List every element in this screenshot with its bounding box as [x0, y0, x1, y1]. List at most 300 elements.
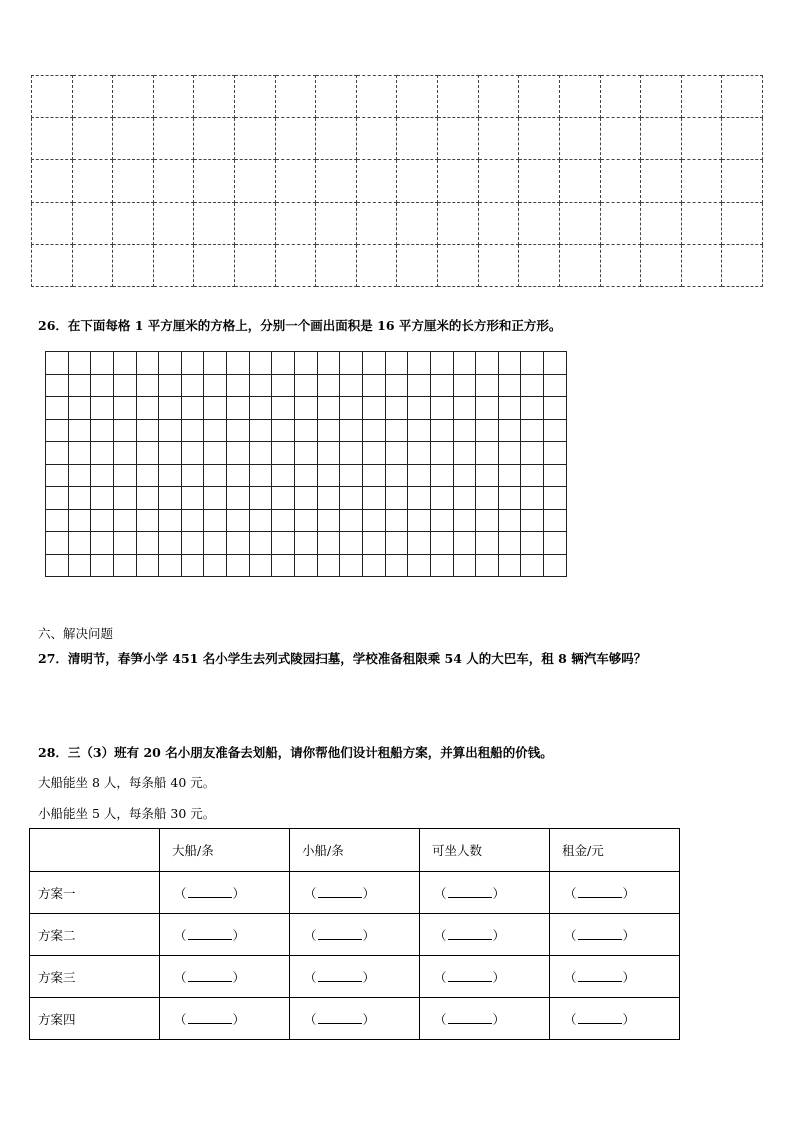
square-grid-cell: [159, 419, 182, 442]
paren-close: ）: [232, 885, 246, 901]
square-grid-cell: [521, 532, 544, 555]
answer-blank[interactable]: [318, 929, 362, 940]
dashed-grid-cell: [194, 202, 235, 244]
square-grid-cell: [227, 397, 250, 420]
square-grid-cell: [408, 487, 431, 510]
dashed-grid-cell: [275, 118, 316, 160]
answer-cell[interactable]: [420, 956, 550, 998]
question-27: 27．清明节，春笋小学 451 名小学生去列式陵园扫墓，学校准备租限乘 54 人的大巴车，租 8 辆汽车够吗？: [38, 651, 647, 666]
paren-open: （: [304, 885, 317, 901]
square-grid-cell: [498, 509, 521, 532]
answer-cell[interactable]: [550, 914, 680, 956]
answer-cell[interactable]: [290, 998, 420, 1040]
square-grid-row: [46, 374, 567, 397]
square-grid-cell: [295, 509, 318, 532]
square-grid-cell: [340, 397, 363, 420]
answer-blank[interactable]: [448, 887, 492, 898]
square-grid-cell: [521, 487, 544, 510]
square-grid-cell: [113, 487, 136, 510]
question-28: 28．三（3）班有 20 名小朋友准备去划船，请你帮他们设计租船方案，并算出租船的价钱。: [38, 745, 553, 760]
square-grid-cell: [249, 464, 272, 487]
square-grid-cell: [113, 419, 136, 442]
square-grid-cell: [204, 509, 227, 532]
square-grid-cell: [317, 509, 340, 532]
square-grid-cell: [362, 532, 385, 555]
square-grid-cell: [521, 554, 544, 577]
answer-cell[interactable]: [550, 998, 680, 1040]
square-grid-cell: [476, 487, 499, 510]
square-grid-cell: [453, 532, 476, 555]
square-grid-cell: [159, 397, 182, 420]
square-grid-cell: [295, 442, 318, 465]
square-grid-cell: [68, 532, 91, 555]
dashed-grid-cell: [600, 118, 641, 160]
square-grid-row: [46, 352, 567, 375]
square-grid-cell: [476, 352, 499, 375]
square-grid-cell: [544, 397, 567, 420]
dashed-grid-cell: [32, 160, 73, 202]
square-grid-cell: [317, 532, 340, 555]
dashed-grid-cell: [72, 76, 113, 118]
square-grid-cell: [68, 352, 91, 375]
answer-blank[interactable]: [448, 929, 492, 940]
square-grid-cell: [340, 532, 363, 555]
square-grid-cell: [181, 442, 204, 465]
square-grid-cell: [544, 352, 567, 375]
plan-row-label: 方案四: [30, 998, 160, 1040]
square-grid-cell: [430, 509, 453, 532]
square-grid-cell: [385, 442, 408, 465]
dashed-grid-cell: [438, 160, 479, 202]
answer-cell[interactable]: [160, 998, 290, 1040]
square-grid-cell: [408, 352, 431, 375]
answer-blank[interactable]: [188, 971, 232, 982]
square-grid-cell: [249, 509, 272, 532]
square-grid-cell: [249, 532, 272, 555]
table-row: [30, 998, 680, 1040]
square-grid-cell: [317, 464, 340, 487]
square-grid-cell: [227, 419, 250, 442]
square-grid-cell: [46, 532, 69, 555]
dashed-grid-cell: [478, 244, 519, 286]
paren-open: （: [304, 1011, 317, 1027]
square-grid-cell: [159, 464, 182, 487]
dashed-grid-cell: [519, 160, 560, 202]
question-26: 26．在下面每格 1 平方厘米的方格上，分别一个画出面积是 16 平方厘米的长方形和正方形。: [38, 318, 562, 333]
paren-open: （: [174, 927, 187, 943]
square-grid-cell: [113, 374, 136, 397]
answer-blank[interactable]: [318, 1013, 362, 1024]
square-grid-row: [46, 532, 567, 555]
square-grid-cell: [544, 374, 567, 397]
dashed-grid-cell: [194, 244, 235, 286]
answer-blank[interactable]: [448, 971, 492, 982]
square-grid-cell: [453, 509, 476, 532]
square-grid-cell: [249, 397, 272, 420]
dashed-grid-cell: [478, 202, 519, 244]
answer-cell[interactable]: [290, 872, 420, 914]
dashed-grid-cell: [397, 160, 438, 202]
dashed-grid-cell: [153, 160, 194, 202]
square-grid-cell: [408, 554, 431, 577]
answer-blank[interactable]: [448, 1013, 492, 1024]
square-grid-cell: [498, 352, 521, 375]
dashed-grid-cell: [194, 76, 235, 118]
square-grid-cell: [295, 464, 318, 487]
square-grid-cell: [476, 554, 499, 577]
dashed-grid-cell: [478, 76, 519, 118]
square-grid-cell: [249, 554, 272, 577]
square-grid-cell: [46, 554, 69, 577]
dashed-grid-cell: [113, 118, 154, 160]
table-row: [30, 956, 680, 998]
square-grid-cell: [453, 374, 476, 397]
square-grid-cell: [317, 374, 340, 397]
square-grid-cell: [408, 397, 431, 420]
square-grid-cell: [91, 374, 114, 397]
square-grid-cell: [453, 352, 476, 375]
square-grid-cell: [453, 554, 476, 577]
square-grid-cell: [430, 352, 453, 375]
dashed-grid-cell: [275, 244, 316, 286]
paren-close: ）: [622, 927, 636, 943]
dashed-grid-cell: [32, 76, 73, 118]
square-grid-cell: [46, 464, 69, 487]
dashed-grid-cell: [316, 202, 357, 244]
square-grid-cell: [227, 352, 250, 375]
square-grid-cell: [113, 397, 136, 420]
square-grid-row: [46, 487, 567, 510]
table-header-seats: 可坐人数: [420, 829, 550, 872]
dashed-grid-cell: [681, 202, 722, 244]
dashed-grid-cell: [722, 76, 763, 118]
plan-row-label: 方案三: [30, 956, 160, 998]
dashed-grid-cell: [356, 76, 397, 118]
square-grid-cell: [385, 397, 408, 420]
square-grid-cell: [181, 554, 204, 577]
dashed-grid-cell: [478, 160, 519, 202]
square-grid-cell: [136, 509, 159, 532]
square-grid-cell: [204, 532, 227, 555]
square-grid-cell: [68, 419, 91, 442]
square-grid-cell: [159, 442, 182, 465]
dashed-grid-cell: [600, 202, 641, 244]
answer-blank[interactable]: [578, 887, 622, 898]
answer-cell[interactable]: [290, 914, 420, 956]
dashed-grid-cell: [519, 76, 560, 118]
answer-blank[interactable]: [188, 929, 232, 940]
answer-cell[interactable]: [290, 956, 420, 998]
answer-cell[interactable]: [160, 914, 290, 956]
square-grid-cell: [181, 419, 204, 442]
big-boat-info: 大船能坐 8 人，每条船 40 元。: [38, 775, 216, 790]
paren-close: ）: [622, 1011, 636, 1027]
paren-open: （: [434, 1011, 447, 1027]
square-grid-cell: [498, 464, 521, 487]
square-grid-cell: [453, 419, 476, 442]
dashed-grid-cell: [235, 76, 276, 118]
square-grid-cell: [408, 374, 431, 397]
square-grid-cell: [521, 352, 544, 375]
square-grid-cell: [453, 397, 476, 420]
dashed-grid-cell: [641, 118, 682, 160]
answer-blank[interactable]: [578, 1013, 622, 1024]
square-grid-cell: [204, 374, 227, 397]
square-grid-cell: [113, 554, 136, 577]
answer-cell[interactable]: [160, 872, 290, 914]
small-boat-info: 小船能坐 5 人，每条船 30 元。: [38, 806, 216, 821]
square-grid-cell: [385, 532, 408, 555]
square-grid-cell: [430, 374, 453, 397]
dashed-grid-cell: [641, 202, 682, 244]
paren-open: （: [304, 927, 317, 943]
square-grid-cell: [136, 352, 159, 375]
paren-open: （: [174, 969, 187, 985]
square-grid-cell: [453, 442, 476, 465]
dashed-grid-cell: [600, 76, 641, 118]
square-grid-cell: [249, 374, 272, 397]
answer-cell[interactable]: [550, 872, 680, 914]
dashed-grid-cell: [641, 76, 682, 118]
square-grid-cell: [340, 419, 363, 442]
square-grid-cell: [68, 442, 91, 465]
square-grid-cell: [340, 374, 363, 397]
dashed-grid-cell: [275, 202, 316, 244]
answer-blank[interactable]: [578, 971, 622, 982]
square-grid-cell: [408, 509, 431, 532]
table-header-small-boat: 小船/条: [290, 829, 420, 872]
square-grid-cell: [204, 397, 227, 420]
dashed-grid-cell: [438, 244, 479, 286]
dashed-grid-cell: [397, 118, 438, 160]
square-grid-cell: [68, 374, 91, 397]
square-grid-cell: [181, 374, 204, 397]
square-grid-cell: [340, 509, 363, 532]
square-grid-cell: [340, 442, 363, 465]
square-grid-cell: [272, 509, 295, 532]
square-grid-cell: [272, 419, 295, 442]
paren-open: （: [174, 885, 187, 901]
square-grid-cell: [113, 442, 136, 465]
square-grid-cell: [430, 487, 453, 510]
dashed-grid-cell: [681, 244, 722, 286]
dashed-grid-cell: [316, 244, 357, 286]
paren-close: ）: [492, 885, 506, 901]
square-grid-cell: [136, 419, 159, 442]
square-grid-cell: [544, 419, 567, 442]
square-grid-cell: [385, 419, 408, 442]
square-grid-cell: [544, 442, 567, 465]
square-grid-cell: [272, 352, 295, 375]
square-grid-cell: [521, 509, 544, 532]
square-grid-cell: [136, 487, 159, 510]
square-grid-cell: [272, 397, 295, 420]
dashed-grid-cell: [235, 118, 276, 160]
dashed-grid-cell: [722, 202, 763, 244]
square-grid-cell: [476, 442, 499, 465]
square-grid-cell: [204, 419, 227, 442]
paren-open: （: [564, 927, 577, 943]
square-grid-cell: [91, 554, 114, 577]
dashed-grid-cell: [275, 160, 316, 202]
dashed-grid-cell: [397, 202, 438, 244]
paren-open: （: [174, 1011, 187, 1027]
paren-open: （: [564, 885, 577, 901]
dashed-grid-cell: [397, 76, 438, 118]
square-grid-cell: [408, 442, 431, 465]
square-grid-cell: [272, 464, 295, 487]
square-grid-cell: [136, 532, 159, 555]
square-grid-cell: [227, 487, 250, 510]
square-grid-cell: [295, 487, 318, 510]
square-grid-cell: [159, 509, 182, 532]
square-grid-cell: [68, 554, 91, 577]
square-grid-cell: [385, 487, 408, 510]
table-header-big-boat: 大船/条: [160, 829, 290, 872]
square-grid-cell: [476, 532, 499, 555]
square-grid-cell: [68, 487, 91, 510]
square-grid-cell: [317, 419, 340, 442]
square-grid-row: [46, 554, 567, 577]
paren-open: （: [564, 1011, 577, 1027]
answer-blank[interactable]: [578, 929, 622, 940]
square-grid-cell: [68, 464, 91, 487]
square-grid-row: [46, 442, 567, 465]
paren-close: ）: [492, 927, 506, 943]
dashed-grid-cell: [438, 118, 479, 160]
square-cm-grid: [45, 351, 567, 577]
answer-blank[interactable]: [188, 1013, 232, 1024]
paren-close: ）: [362, 885, 376, 901]
answer-cell[interactable]: [420, 872, 550, 914]
square-grid-cell: [136, 442, 159, 465]
dashed-grid-cell: [153, 202, 194, 244]
square-grid-cell: [113, 532, 136, 555]
square-grid-cell: [46, 352, 69, 375]
dashed-grid-cell: [32, 118, 73, 160]
dashed-grid-cell: [72, 118, 113, 160]
square-grid-cell: [181, 397, 204, 420]
square-grid-cell: [295, 532, 318, 555]
table-header-corner: [30, 829, 160, 872]
dashed-grid-cell: [275, 76, 316, 118]
square-grid-cell: [408, 532, 431, 555]
square-grid-cell: [430, 419, 453, 442]
square-grid-cell: [408, 464, 431, 487]
dashed-grid-row: [32, 118, 763, 160]
answer-cell[interactable]: [420, 914, 550, 956]
square-grid-cell: [113, 509, 136, 532]
square-grid-cell: [340, 464, 363, 487]
square-grid-cell: [113, 464, 136, 487]
dashed-grid-cell: [519, 244, 560, 286]
dashed-grid-cell: [316, 76, 357, 118]
table-row: [30, 872, 680, 914]
square-grid-cell: [159, 532, 182, 555]
answer-cell[interactable]: [160, 956, 290, 998]
square-grid-cell: [385, 352, 408, 375]
square-grid-cell: [295, 397, 318, 420]
square-grid-cell: [430, 554, 453, 577]
dashed-grid-cell: [681, 118, 722, 160]
square-grid-cell: [385, 464, 408, 487]
paren-close: ）: [232, 1011, 246, 1027]
section-heading: 六、解决问题: [38, 626, 114, 641]
square-grid-cell: [362, 509, 385, 532]
square-grid-cell: [91, 352, 114, 375]
square-grid-cell: [476, 419, 499, 442]
dashed-grid-cell: [113, 160, 154, 202]
dashed-grid-cell: [194, 160, 235, 202]
table-header-rent: 租金/元: [550, 829, 680, 872]
answer-blank[interactable]: [318, 887, 362, 898]
square-grid-cell: [317, 554, 340, 577]
dashed-grid-cell: [559, 202, 600, 244]
square-grid-cell: [295, 419, 318, 442]
square-grid-cell: [430, 464, 453, 487]
square-grid-cell: [430, 532, 453, 555]
square-grid-cell: [476, 374, 499, 397]
square-grid-cell: [204, 464, 227, 487]
dashed-grid-cell: [559, 244, 600, 286]
dashed-grid-cell: [397, 244, 438, 286]
square-grid-cell: [227, 442, 250, 465]
square-grid-cell: [453, 464, 476, 487]
square-grid-cell: [317, 397, 340, 420]
square-grid-cell: [544, 464, 567, 487]
dashed-grid-row: [32, 160, 763, 202]
dashed-grid-cell: [113, 244, 154, 286]
answer-cell[interactable]: [420, 998, 550, 1040]
dashed-grid-cell: [32, 202, 73, 244]
answer-blank[interactable]: [318, 971, 362, 982]
dashed-grid-cell: [316, 160, 357, 202]
square-grid-cell: [91, 397, 114, 420]
square-grid-cell: [91, 464, 114, 487]
dashed-grid-cell: [113, 202, 154, 244]
square-grid-cell: [544, 532, 567, 555]
square-grid-cell: [362, 374, 385, 397]
square-grid-cell: [340, 487, 363, 510]
dashed-grid-cell: [153, 76, 194, 118]
paren-close: ）: [362, 1011, 376, 1027]
paren-open: （: [434, 969, 447, 985]
square-grid-cell: [521, 464, 544, 487]
square-grid-cell: [295, 374, 318, 397]
dashed-grid-cell: [722, 118, 763, 160]
square-grid-cell: [476, 464, 499, 487]
square-grid-cell: [249, 487, 272, 510]
dashed-grid-cell: [641, 160, 682, 202]
answer-cell[interactable]: [550, 956, 680, 998]
square-grid-cell: [521, 442, 544, 465]
dashed-grid-cell: [559, 118, 600, 160]
dashed-grid-cell: [600, 160, 641, 202]
square-grid-cell: [430, 442, 453, 465]
square-grid-cell: [521, 374, 544, 397]
square-grid-cell: [272, 532, 295, 555]
square-grid-cell: [544, 509, 567, 532]
square-grid-cell: [498, 554, 521, 577]
paren-close: ）: [622, 885, 636, 901]
square-grid-cell: [521, 419, 544, 442]
square-grid-cell: [136, 464, 159, 487]
rental-plan-table: [29, 828, 680, 1040]
answer-blank[interactable]: [188, 887, 232, 898]
square-grid-cell: [159, 374, 182, 397]
square-grid-cell: [362, 442, 385, 465]
square-grid-cell: [295, 352, 318, 375]
